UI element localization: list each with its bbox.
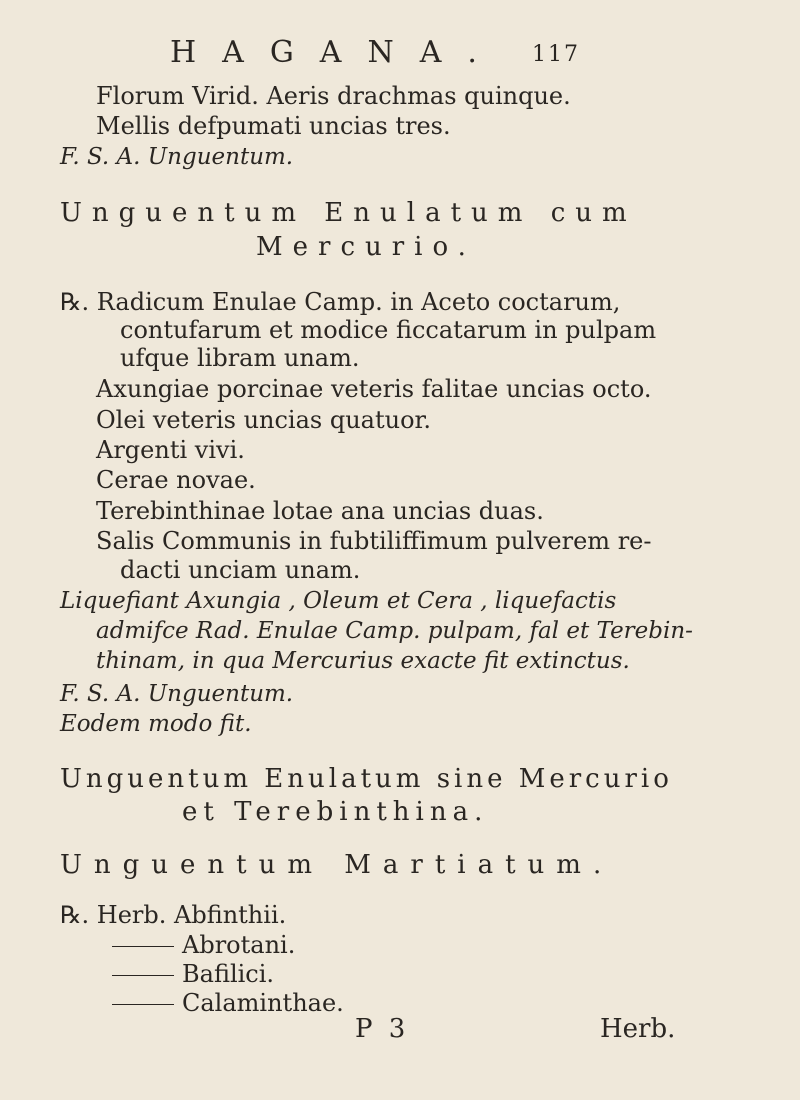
text-line: ℞. Herb. Abfinthii. bbox=[60, 901, 287, 929]
section-heading: et Terebinthina. bbox=[182, 797, 489, 827]
text-line: Argenti vivi. bbox=[96, 436, 245, 464]
section-heading: Unguentum Enulatum sine Mercurio bbox=[60, 764, 673, 794]
text-line: Terebinthinae lotae ana uncias duas. bbox=[96, 497, 544, 525]
text-line: Bafilici. bbox=[112, 962, 274, 986]
text-line: contufarum et modice ficcatarum in pulpam bbox=[120, 316, 657, 344]
text-line: ℞. Radicum Enulae Camp. in Aceto coctarum, bbox=[60, 288, 621, 316]
text-line: F. S. A. Unguentum. bbox=[60, 144, 294, 170]
text-line: Liquefiant Axungia , Oleum et Cera , liquefactis bbox=[60, 588, 617, 614]
section-heading: Mercurio. bbox=[256, 232, 476, 262]
text-line: Axungiae porcinae veteris falitae uncias octo. bbox=[96, 375, 652, 403]
text-line: Eodem modo fit. bbox=[60, 711, 252, 737]
running-title: HAGANA. bbox=[170, 35, 503, 70]
text-line: Cerae novae. bbox=[96, 466, 256, 494]
section-heading: Unguentum Martiatum. bbox=[60, 850, 614, 880]
text-line: Calaminthae. bbox=[112, 991, 344, 1015]
text-line: Salis Communis in fubtiliffimum pulverem re- bbox=[96, 527, 652, 555]
section-heading: Unguentum Enulatum cum bbox=[60, 198, 637, 228]
text-line: ufque libram unam. bbox=[120, 344, 360, 372]
text-line: Olei veteris uncias quatuor. bbox=[96, 406, 431, 434]
page-number: 117 bbox=[532, 42, 580, 67]
text-line: Mellis defpumati uncias tres. bbox=[96, 112, 451, 140]
text-line: admifce Rad. Enulae Camp. pulpam, fal et Terebin- bbox=[96, 618, 693, 644]
ditto-rule bbox=[112, 946, 174, 947]
text-line: Florum Virid. Aeris drachmas quinque. bbox=[96, 82, 571, 110]
text-line: thinam, in qua Mercurius exacte fit extinctus. bbox=[96, 648, 630, 674]
ditto-rule bbox=[112, 1004, 174, 1005]
ditto-rule bbox=[112, 975, 174, 976]
signature-mark: P 3 bbox=[355, 1014, 410, 1044]
text-line: dacti unciam unam. bbox=[120, 556, 361, 584]
text-line: Abrotani. bbox=[112, 933, 295, 957]
text-line: F. S. A. Unguentum. bbox=[60, 681, 294, 707]
catchword: Herb. bbox=[600, 1014, 676, 1044]
